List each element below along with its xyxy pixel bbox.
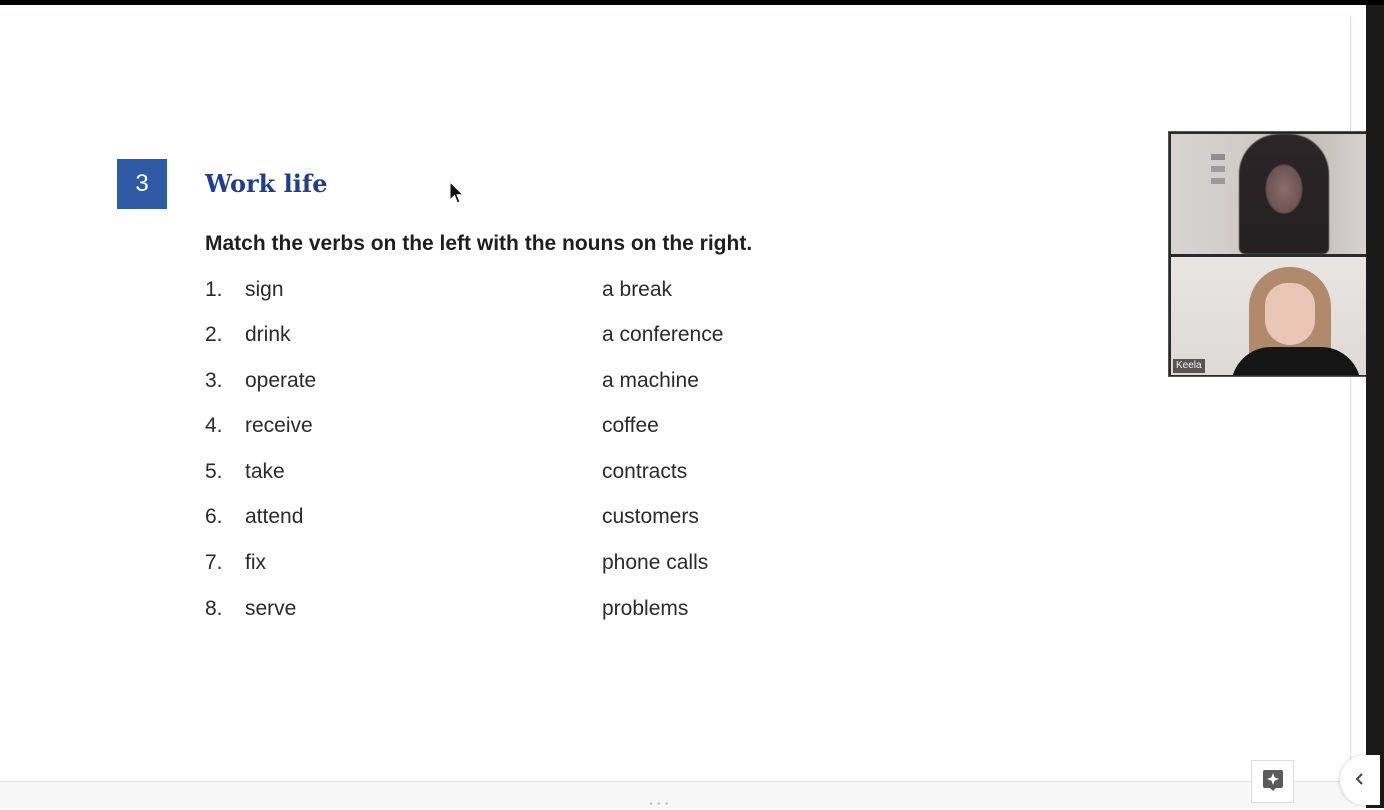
row-number: 5. — [205, 460, 223, 483]
sparkle-add-icon — [1262, 769, 1284, 795]
row-verb: operate — [245, 369, 317, 392]
row-noun: a machine — [602, 369, 699, 392]
row-noun: coffee — [602, 414, 659, 437]
mouse-pointer-icon — [449, 181, 465, 205]
row-noun: problems — [602, 597, 689, 620]
participant-video-1[interactable] — [1171, 134, 1379, 254]
exercise-row — [205, 366, 765, 396]
row-number: 2. — [205, 323, 223, 346]
participant-1-image — [1239, 134, 1329, 254]
row-number: 4. — [205, 414, 223, 437]
row-verb: drink — [245, 323, 291, 346]
row-noun: customers — [602, 505, 699, 528]
presentation-slide — [0, 16, 1351, 782]
row-verb: attend — [245, 505, 304, 528]
sparkle-add-button[interactable] — [1251, 760, 1294, 803]
slide-title: Work life — [205, 169, 328, 198]
window-top-bar — [0, 0, 1384, 5]
exercise-row — [205, 548, 765, 578]
section-number: 3 — [135, 170, 149, 197]
participant-video-2[interactable] — [1171, 257, 1379, 375]
row-verb: receive — [245, 414, 313, 437]
row-number: 7. — [205, 551, 223, 574]
row-number: 3. — [205, 369, 223, 392]
section-number-badge — [117, 159, 167, 209]
bottom-toolbar-area — [0, 782, 1366, 808]
row-verb: fix — [245, 551, 266, 574]
exercise-row — [205, 275, 765, 305]
exercise-row — [205, 457, 765, 487]
row-verb: sign — [245, 278, 284, 301]
exercise-row — [205, 411, 765, 441]
chevron-left-icon — [1354, 771, 1366, 790]
video-call-panel[interactable] — [1168, 131, 1381, 377]
background-shelf — [1211, 154, 1225, 160]
exercise-row — [205, 502, 765, 532]
row-noun: a break — [602, 278, 673, 301]
row-noun: a conference — [602, 323, 724, 346]
participant-2-image — [1241, 267, 1351, 375]
row-number: 6. — [205, 505, 223, 528]
row-number: 8. — [205, 597, 223, 620]
window-right-edge — [1366, 5, 1384, 808]
row-verb: serve — [245, 597, 297, 620]
exercise-instruction: Match the verbs on the left with the nouns on the right. — [205, 232, 753, 255]
participant-name-tag: Keela — [1173, 359, 1205, 373]
resize-handle[interactable]: ••• — [648, 799, 672, 810]
row-verb: take — [245, 460, 285, 483]
exercise-row — [205, 320, 765, 350]
row-number: 1. — [205, 278, 223, 301]
exercise-row — [205, 594, 765, 624]
row-noun: contracts — [602, 460, 688, 483]
row-noun: phone calls — [602, 551, 709, 574]
